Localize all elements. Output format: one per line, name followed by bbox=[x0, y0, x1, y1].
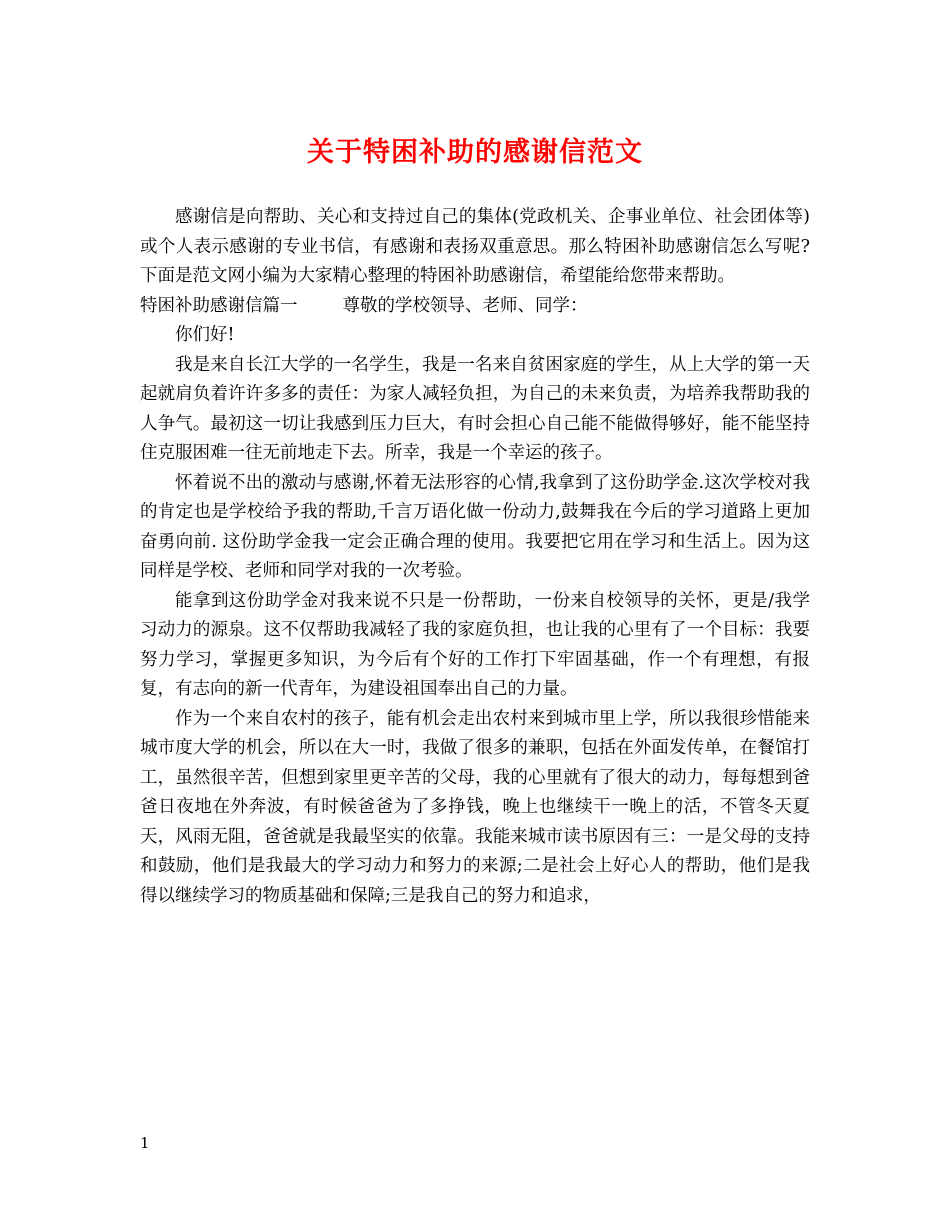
intro-paragraph: 感谢信是向帮助、关心和支持过自己的集体(党政机关、企事业单位、社会团体等)或个人表示感谢的专业书信，有感谢和表扬双重意思。那么特困补助感谢信怎么写呢?下面是范文网小编为大家精心整理的特困补助感谢信，希望能给您带来帮助。 bbox=[140, 207, 810, 286]
body-paragraph-2: 怀着说不出的激动与感谢,怀着无法形容的心情,我拿到了这份助学金.这次学校对我的肯定也是学校给予我的帮助,千言万语化做一份动力,鼓舞我在今后的学习道路上更加奋勇向前. 这份助学金我一定会正确合理的使用。我要把它用在学习和生活上。因为这同样是学校、老师和同学对我的一次考验。 bbox=[140, 472, 810, 581]
salutation: 尊敬的学校领导、老师、同学： bbox=[342, 295, 588, 316]
body-paragraph-3: 能拿到这份助学金对我来说不只是一份帮助，一份来自校领导的关怀，更是/我学习动力的源泉。这不仅帮助我减轻了我的家庭负担，也让我的心里有了一个目标：我要努力学习，掌握更多知识，为今后有个好的工作打下牢固基础，作一个有理想，有报复，有志向的新一代青年，为建设祖国奉出自己的力量。 bbox=[140, 590, 810, 699]
body-paragraph-4: 作为一个来自农村的孩子，能有机会走出农村来到城市里上学，所以我很珍惜能来城市度大学的机会，所以在大一时，我做了很多的兼职，包括在外面发传单，在餐馆打工，虽然很辛苦，但想到家里更辛苦的父母，我的心里就有了很大的动力，每每想到爸爸日夜地在外奔波，有时候爸爸为了多挣钱，晚上也继续干一晚上的活，不管冬天夏天，风雨无阻，爸爸就是我最坚实的依靠。我能来城市读书原因有三：一是父母的支持和鼓励，他们是我最大的学习动力和努力的来源;二是社会上好心人的帮助，他们是我得以继续学习的物质基础和保障;三是我自己的努力和追求， bbox=[140, 708, 810, 906]
page-number: 1 bbox=[140, 1134, 150, 1152]
document-body bbox=[140, 203, 810, 911]
section-heading-line bbox=[140, 292, 810, 322]
greeting: 你们好! bbox=[175, 325, 235, 345]
body-paragraph-1: 我是来自长江大学的一名学生，我是一名来自贫困家庭的学生，从上大学的第一天起就肩负着许许多多的责任：为家人减轻负担，为自己的未来负责，为培养我帮助我的人争气。最初这一切让我感到压力巨大，有时会担心自己能不能做得够好，能不能坚持住克服困难一往无前地走下去。所幸，我是一个幸运的孩子。 bbox=[140, 354, 810, 463]
section-heading: 特困补助感谢信篇一 bbox=[140, 295, 298, 316]
document-title: 关于特困补助的感谢信范文 bbox=[307, 137, 643, 168]
